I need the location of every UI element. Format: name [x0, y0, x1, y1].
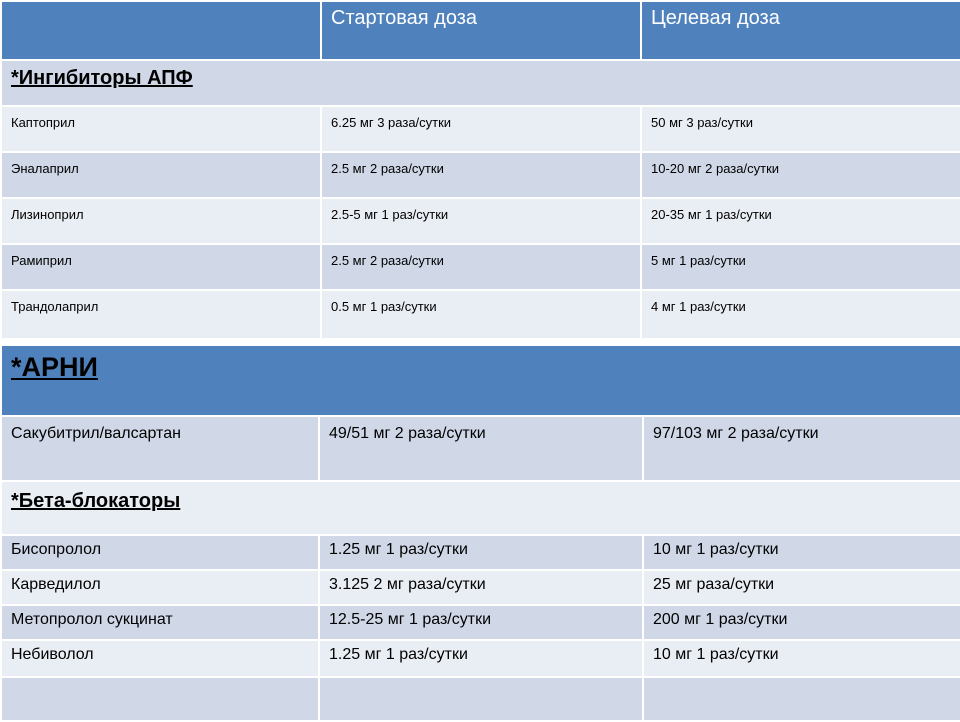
- drug-name: Карведилол: [1, 570, 319, 605]
- drug-name: Бисопролол: [1, 535, 319, 570]
- drug-name: Трандолаприл: [1, 290, 321, 345]
- target-dose: 10 мг 1 раз/сутки: [643, 640, 960, 677]
- target-dose: 5 мг 1 раз/сутки: [641, 244, 960, 290]
- start-dose: 49/51 мг 2 раза/сутки: [319, 416, 643, 481]
- target-dose: 10 мг 1 раз/сутки: [643, 535, 960, 570]
- table-row: [1, 244, 960, 290]
- start-dose: 0.5 мг 1 раз/сутки: [321, 290, 641, 345]
- ace-table: [0, 0, 960, 346]
- table-row: [1, 416, 960, 481]
- header-drug-cell: [1, 1, 321, 60]
- table-row: [1, 535, 960, 570]
- table-row: [1, 290, 960, 345]
- start-dose: 2.5-5 мг 1 раз/сутки: [321, 198, 641, 244]
- table-row: [1, 152, 960, 198]
- table-row: [1, 605, 960, 640]
- empty-row: [1, 677, 960, 721]
- start-dose: 1.25 мг 1 раз/сутки: [319, 535, 643, 570]
- beta-section-row: [1, 481, 960, 535]
- start-dose: 2.5 мг 2 раза/сутки: [321, 152, 641, 198]
- drug-name: Метопролол сукцинат: [1, 605, 319, 640]
- ace-section-title: *Ингибиторы АПФ: [11, 67, 193, 89]
- header-target-dose: Целевая доза: [641, 1, 960, 60]
- drug-name: Рамиприл: [1, 244, 321, 290]
- target-dose: 20-35 мг 1 раз/сутки: [641, 198, 960, 244]
- table-row: [1, 198, 960, 244]
- drug-name: Лизиноприл: [1, 198, 321, 244]
- arni-beta-table: [0, 344, 960, 722]
- target-dose: 97/103 мг 2 раза/сутки: [643, 416, 960, 481]
- empty-cell: [643, 677, 960, 721]
- target-dose: 50 мг 3 раз/сутки: [641, 106, 960, 152]
- header-row: [1, 1, 960, 60]
- header-start-dose: Стартовая доза: [321, 1, 641, 60]
- start-dose: 3.125 2 мг раза/сутки: [319, 570, 643, 605]
- drug-name: Эналаприл: [1, 152, 321, 198]
- beta-section-title: *Бета-блокаторы: [11, 490, 181, 512]
- target-dose: 25 мг раза/сутки: [643, 570, 960, 605]
- start-dose: 6.25 мг 3 раза/сутки: [321, 106, 641, 152]
- target-dose: 200 мг 1 раз/сутки: [643, 605, 960, 640]
- drug-name: Сакубитрил/валсартан: [1, 416, 319, 481]
- start-dose: 2.5 мг 2 раза/сутки: [321, 244, 641, 290]
- empty-cell: [319, 677, 643, 721]
- table-row: [1, 640, 960, 677]
- start-dose: 1.25 мг 1 раз/сутки: [319, 640, 643, 677]
- table-row: [1, 106, 960, 152]
- target-dose: 10-20 мг 2 раза/сутки: [641, 152, 960, 198]
- empty-cell: [1, 677, 319, 721]
- ace-section-row: [1, 60, 960, 106]
- drug-name: Каптоприл: [1, 106, 321, 152]
- drug-name: Небиволол: [1, 640, 319, 677]
- arni-section-title: *АРНИ: [11, 352, 98, 382]
- target-dose: 4 мг 1 раз/сутки: [641, 290, 960, 345]
- start-dose: 12.5-25 мг 1 раз/сутки: [319, 605, 643, 640]
- table-row: [1, 570, 960, 605]
- arni-section-row: [1, 345, 960, 416]
